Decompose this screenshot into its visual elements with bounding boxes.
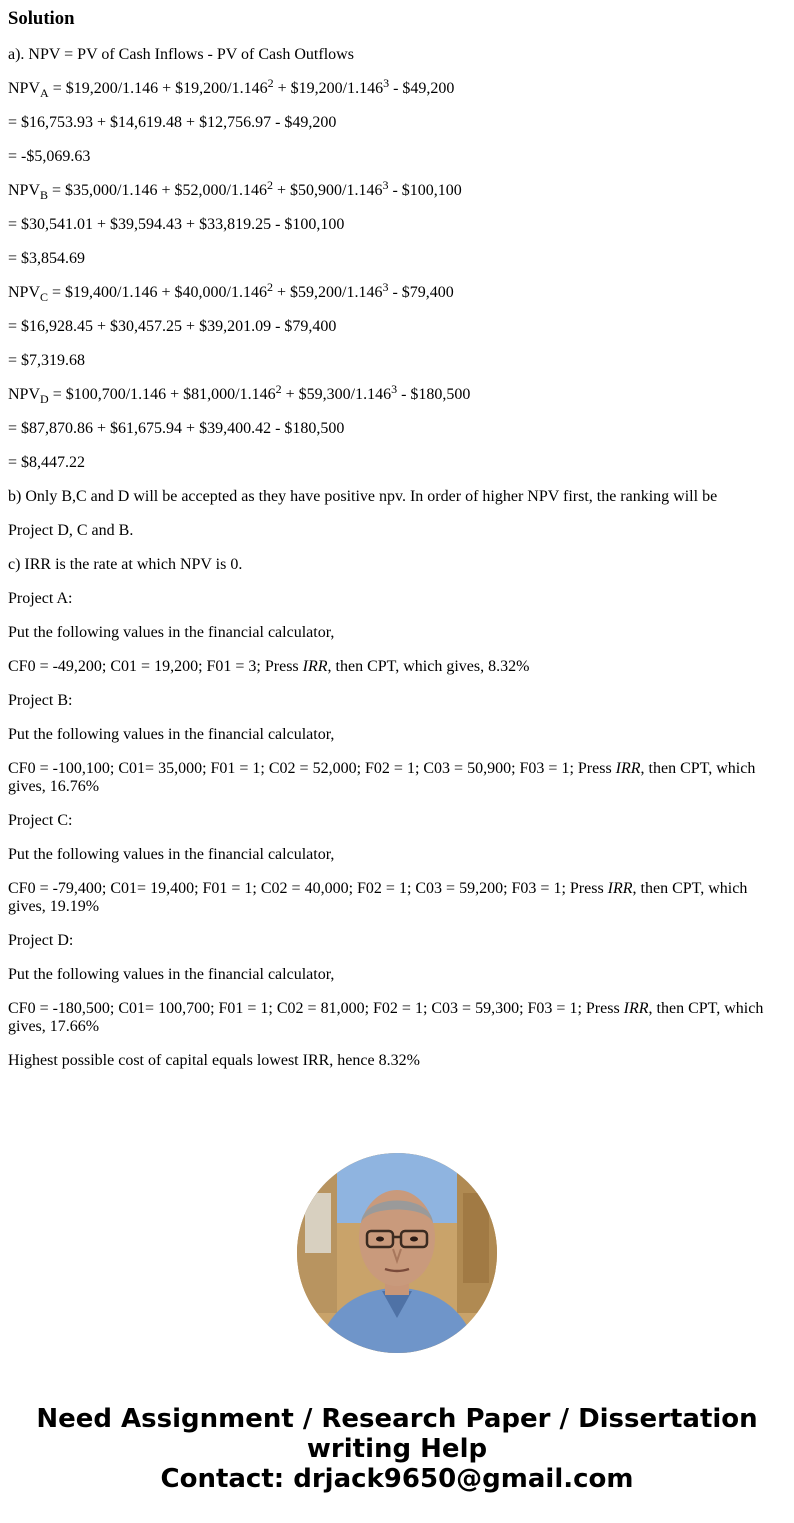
npv-a-result: = -$5,069.63 <box>8 148 91 165</box>
npv-d-formula: $NPV_D$ = $100,700/1.146 + $\$81,000/1.146^2$ + $\$59,300/1.146^3$ - $180,500 <box>8 382 471 406</box>
irr-b-label: Project B: <box>8 692 73 709</box>
promo-contact: Contact: drjack9650@gmail.com <box>160 1464 634 1494</box>
part-c-intro: c) IRR is the rate at which NPV is 0. <box>8 556 243 573</box>
irr-c-note: Put the following values in the financial calculator, <box>8 846 335 863</box>
npv-b-formula: $NPV_B$ = $35,000/1.146 + $\$52,000/1.146^2$ + $\$50,900/1.146^3$ - $100,100 <box>8 178 462 202</box>
author-avatar <box>297 1153 497 1353</box>
npv-b-pv: = $30,541.01 + $39,594.43 + $33,819.25 - $100,100 <box>8 216 345 233</box>
promo-line-2: writing Help <box>306 1434 488 1464</box>
npv-a-formula: $NPV_A$ = $19,200/1.146 + $\$19,200/1.146^2$ + $\$19,200/1.146^3$ - $49,200 <box>8 76 455 100</box>
solution-title: Solution <box>8 8 75 29</box>
part-b-ranking: Project D, C and B. <box>8 522 134 539</box>
npv-c-pv: = $16,928.45 + $30,457.25 + $39,201.09 - $79,400 <box>8 318 337 335</box>
irr-d-label: Project D: <box>8 932 74 949</box>
irr-a-label: Project A: <box>8 590 73 607</box>
promo-footer <box>0 1404 794 1494</box>
irr-d-steps: CF0 = -180,500; C01= 100,700; F01 = 1; C02 = 81,000; F02 = 1; C03 = 59,300; F03 = 1; Press IRR, then CPT, which gives, 17.66% <box>8 1000 764 1035</box>
part-b-text: b) Only B,C and D will be accepted as they have positive npv. In order of higher NPV first, the ranking will be <box>8 488 718 505</box>
irr-b-note: Put the following values in the financial calculator, <box>8 726 335 743</box>
irr-a-note: Put the following values in the financial calculator, <box>8 624 335 641</box>
npv-a-pv: = $16,753.93 + $14,619.48 + $12,756.97 - $49,200 <box>8 114 337 131</box>
npv-b-result: = $3,854.69 <box>8 250 86 267</box>
solution-document <box>8 0 778 1070</box>
irr-conclusion: Highest possible cost of capital equals lowest IRR, hence 8.32% <box>8 1052 420 1069</box>
irr-b-steps: CF0 = -100,100; C01= 35,000; F01 = 1; C02 = 52,000; F02 = 1; C03 = 50,900; F03 = 1; Press IRR, then CPT, which gives, 16.76% <box>8 760 756 795</box>
portrait-image <box>297 1153 497 1353</box>
irr-d-note: Put the following values in the financial calculator, <box>8 966 335 983</box>
promo-line-1: Need Assignment / Research Paper / Dissertation <box>36 1404 758 1434</box>
irr-a-steps: CF0 = -49,200; C01 = 19,200; F01 = 3; Press IRR, then CPT, which gives, 8.32% <box>8 658 530 675</box>
irr-c-label: Project C: <box>8 812 73 829</box>
npv-d-result: = $8,447.22 <box>8 454 86 471</box>
npv-c-result: = $7,319.68 <box>8 352 86 369</box>
npv-c-formula: $NPV_C$ = $19,400/1.146 + $\$40,000/1.146^2$ + $\$59,200/1.146^3$ - $79,400 <box>8 280 454 304</box>
irr-c-steps: CF0 = -79,400; C01= 19,400; F01 = 1; C02 = 40,000; F02 = 1; C03 = 59,200; F03 = 1; Press IRR, then CPT, which gives, 19.19% <box>8 880 748 915</box>
npv-d-pv: = $87,870.86 + $61,675.94 + $39,400.42 - $180,500 <box>8 420 345 437</box>
npv-definition: a). NPV = PV of Cash Inflows - PV of Cash Outflows <box>8 46 354 63</box>
